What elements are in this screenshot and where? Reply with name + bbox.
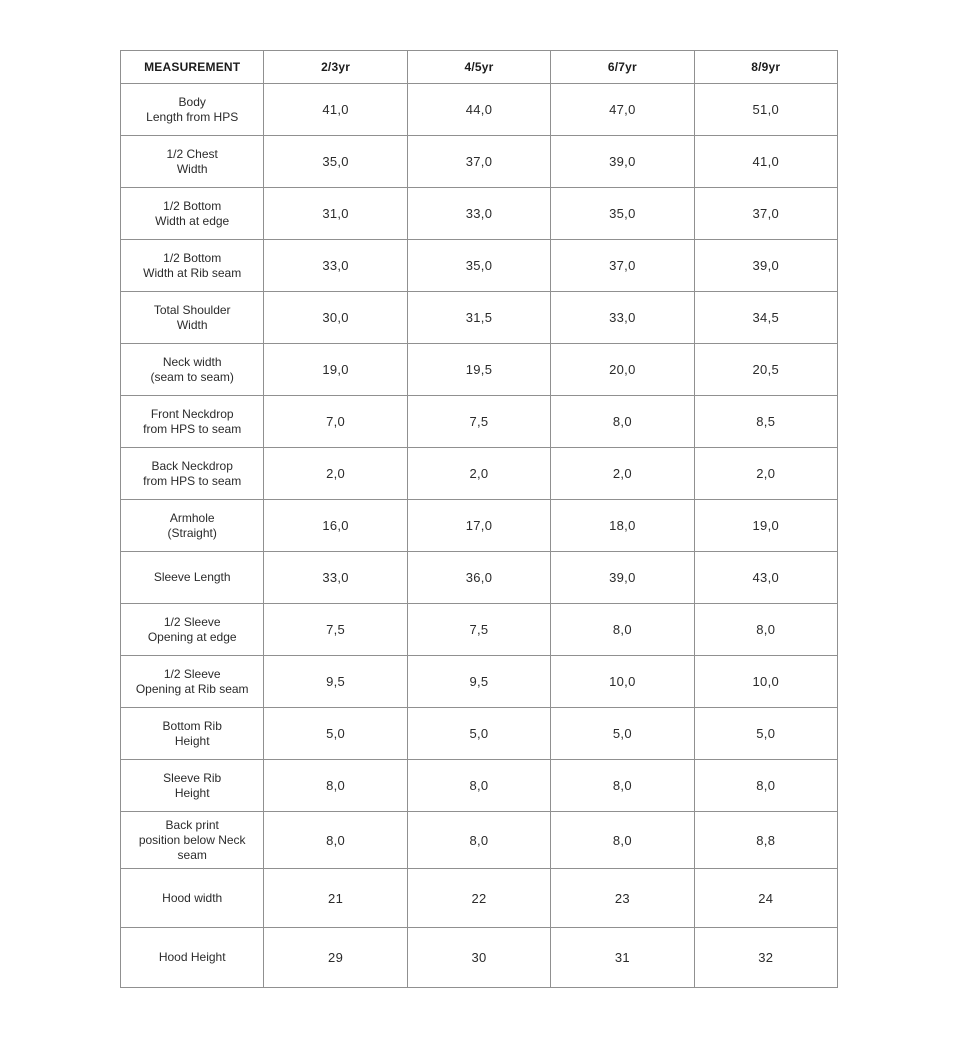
measurement-value: 37,0: [407, 136, 550, 188]
measurement-value: 7,5: [407, 604, 550, 656]
table-body: [121, 84, 838, 988]
measurement-value: 8,0: [551, 604, 694, 656]
measurement-label-line: Opening at Rib seam: [135, 681, 249, 696]
measurement-value: 39,0: [551, 136, 694, 188]
measurement-label-line: Total Shoulder: [153, 302, 231, 317]
measurement-value: 8,0: [694, 760, 837, 812]
measurement-value: 29: [264, 928, 407, 988]
measurement-value: 7,5: [407, 396, 550, 448]
measurement-value: 5,0: [551, 708, 694, 760]
measurement-label: [121, 448, 264, 500]
measurement-label-line: position below Neck seam: [138, 832, 246, 862]
measurement-label-line: Front Neckdrop: [150, 406, 234, 421]
measurement-value: 8,0: [264, 812, 407, 869]
measurement-value: 23: [551, 869, 694, 928]
measurement-label-line: Hood width: [162, 890, 223, 905]
measurement-value: 8,0: [551, 760, 694, 812]
table-head: [121, 51, 838, 84]
table-row: [121, 604, 838, 656]
measurement-value: 33,0: [407, 188, 550, 240]
measurement-column-header: MEASUREMENT: [121, 51, 264, 84]
measurement-value: 34,5: [694, 292, 837, 344]
measurement-value: 35,0: [407, 240, 550, 292]
measurement-value: 36,0: [407, 552, 550, 604]
measurement-label: [121, 708, 264, 760]
measurement-label: [121, 292, 264, 344]
measurement-value: 8,8: [694, 812, 837, 869]
measurement-label-line: Armhole: [169, 510, 215, 525]
measurement-value: 19,0: [694, 500, 837, 552]
measurement-label-line: Neck width: [162, 354, 222, 369]
measurement-value: 9,5: [407, 656, 550, 708]
measurement-label: [121, 604, 264, 656]
measurement-label: [121, 500, 264, 552]
header-row: [121, 51, 838, 84]
table-row: [121, 292, 838, 344]
measurement-value: 10,0: [551, 656, 694, 708]
measurement-label-line: Body: [178, 94, 206, 109]
measurement-label-line: Sleeve Length: [153, 570, 231, 584]
measurement-value: 33,0: [264, 240, 407, 292]
measurement-label-line: Width: [176, 317, 208, 332]
measurement-value: 8,0: [694, 604, 837, 656]
table-row: [121, 84, 838, 136]
measurement-value: 31,5: [407, 292, 550, 344]
measurement-label-line: 1/2 Chest: [166, 146, 218, 161]
measurement-label-line: Height: [174, 785, 210, 800]
measurement-label-line: 1/2 Sleeve: [163, 614, 221, 629]
measurement-label-line: 1/2 Bottom: [163, 250, 222, 265]
measurement-value: 43,0: [694, 552, 837, 604]
table-row: [121, 552, 838, 604]
measurement-value: 18,0: [551, 500, 694, 552]
size-column-header: 2/3yr: [264, 51, 407, 84]
measurement-value: 8,0: [407, 812, 550, 869]
measurement-value: 41,0: [264, 84, 407, 136]
measurement-label-line: 1/2 Sleeve: [163, 666, 221, 681]
measurement-value: 2,0: [551, 448, 694, 500]
measurement-label-line: Height: [174, 733, 210, 748]
measurement-label-line: (Straight): [167, 525, 217, 540]
measurement-value: 30: [407, 928, 550, 988]
measurement-label: [121, 869, 264, 928]
table-row: [121, 760, 838, 812]
measurement-value: 39,0: [551, 552, 694, 604]
measurement-value: 24: [694, 869, 837, 928]
measurement-label-line: Width at edge: [155, 213, 230, 228]
measurement-value: 51,0: [694, 84, 837, 136]
measurement-value: 9,5: [264, 656, 407, 708]
measurement-label-line: from HPS to seam: [143, 473, 242, 488]
measurement-value: 8,5: [694, 396, 837, 448]
measurement-value: 10,0: [694, 656, 837, 708]
table-row: [121, 240, 838, 292]
measurement-value: 8,0: [551, 396, 694, 448]
measurement-value: 19,5: [407, 344, 550, 396]
measurement-value: 19,0: [264, 344, 407, 396]
measurement-label: [121, 760, 264, 812]
measurement-label-line: Length from HPS: [146, 109, 239, 124]
table-row: [121, 500, 838, 552]
measurement-value: 7,5: [264, 604, 407, 656]
measurement-value: 16,0: [264, 500, 407, 552]
measurement-value: 21: [264, 869, 407, 928]
table-row: [121, 344, 838, 396]
measurement-value: 17,0: [407, 500, 550, 552]
measurement-label-line: Width at Rib seam: [143, 265, 242, 280]
size-chart-table: [120, 50, 838, 988]
table-row: [121, 396, 838, 448]
measurement-value: 22: [407, 869, 550, 928]
measurement-value: 5,0: [407, 708, 550, 760]
measurement-label: [121, 552, 264, 604]
measurement-label-line: Width: [176, 161, 208, 176]
measurement-value: 8,0: [407, 760, 550, 812]
measurement-value: 35,0: [551, 188, 694, 240]
measurement-label-line: 1/2 Bottom: [163, 198, 222, 213]
measurement-value: 5,0: [694, 708, 837, 760]
table-row: [121, 448, 838, 500]
measurement-value: 44,0: [407, 84, 550, 136]
table-row: [121, 136, 838, 188]
measurement-value: 2,0: [694, 448, 837, 500]
measurement-value: 37,0: [694, 188, 837, 240]
measurement-value: 33,0: [264, 552, 407, 604]
measurement-value: 8,0: [551, 812, 694, 869]
measurement-value: 2,0: [264, 448, 407, 500]
measurement-label-line: (seam to seam): [150, 369, 234, 384]
measurement-label: [121, 136, 264, 188]
table-row: [121, 812, 838, 869]
measurement-label-line: Hood Height: [158, 950, 226, 964]
measurement-value: 37,0: [551, 240, 694, 292]
measurement-value: 47,0: [551, 84, 694, 136]
measurement-value: 20,0: [551, 344, 694, 396]
table-row: [121, 869, 838, 928]
size-column-header: 6/7yr: [551, 51, 694, 84]
table-row: [121, 928, 838, 988]
measurement-value: 31,0: [264, 188, 407, 240]
measurement-value: 32: [694, 928, 837, 988]
measurement-label: [121, 928, 264, 988]
measurement-value: 39,0: [694, 240, 837, 292]
measurement-label: [121, 188, 264, 240]
measurement-value: 2,0: [407, 448, 550, 500]
measurement-value: 7,0: [264, 396, 407, 448]
measurement-label: [121, 344, 264, 396]
measurement-value: 35,0: [264, 136, 407, 188]
measurement-value: 8,0: [264, 760, 407, 812]
measurement-label: [121, 396, 264, 448]
measurement-label-line: Bottom Rib: [162, 718, 222, 733]
measurement-label: [121, 240, 264, 292]
measurement-value: 31: [551, 928, 694, 988]
table-row: [121, 656, 838, 708]
measurement-label-line: Back print: [165, 817, 219, 832]
measurement-value: 33,0: [551, 292, 694, 344]
table-row: [121, 708, 838, 760]
measurement-label: [121, 812, 264, 869]
measurement-label-line: Sleeve Rib: [163, 770, 222, 785]
measurement-label: [121, 84, 264, 136]
measurement-label: [121, 656, 264, 708]
size-column-header: 4/5yr: [407, 51, 550, 84]
measurement-label-line: Back Neckdrop: [151, 458, 233, 473]
size-column-header: 8/9yr: [694, 51, 837, 84]
measurement-value: 20,5: [694, 344, 837, 396]
measurement-value: 5,0: [264, 708, 407, 760]
measurement-label-line: Opening at edge: [147, 629, 237, 644]
measurement-value: 41,0: [694, 136, 837, 188]
measurement-value: 30,0: [264, 292, 407, 344]
measurement-label-line: from HPS to seam: [143, 421, 242, 436]
table-row: [121, 188, 838, 240]
